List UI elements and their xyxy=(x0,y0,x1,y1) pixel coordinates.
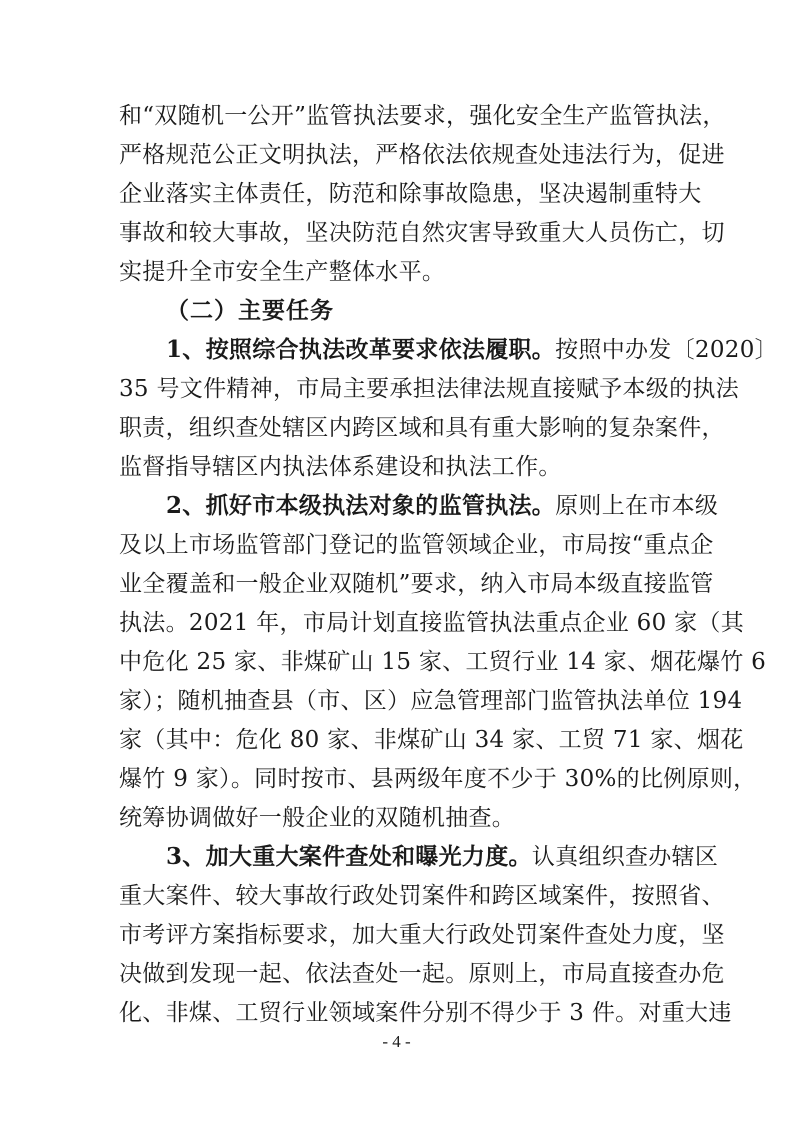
text-line: 严格规范公正文明执法，严格依法依规查处违法行为，促进 xyxy=(119,142,725,168)
text-line: 家（其中：危化 80 家、非煤矿山 34 家、工贸 71 家、烟花 xyxy=(119,727,744,753)
text-line: 市考评方案指标要求，加大重大行政处罚案件查处力度，坚 xyxy=(119,922,725,948)
text-line: 35 号文件精神，市局主要承担法律法规直接赋予本级的执法 xyxy=(119,376,739,402)
text-line: 实提升全市安全生产整体水平。 xyxy=(119,259,446,285)
text-line: 家）；随机抽查县（市、区）应急管理部门监管执法单位 194 xyxy=(119,688,743,714)
paragraph-2-lead: 2、抓好市本级执法对象的监管执法。 xyxy=(166,492,556,519)
paragraph-2-first-line xyxy=(166,489,726,523)
text-line: 决做到发现一起、依法查处一起。原则上，市局直接查办危 xyxy=(119,961,725,987)
page-number: - 4 - xyxy=(382,1032,411,1051)
text-line: 中危化 25 家、非煤矿山 15 家、工贸行业 14 家、烟花爆竹 6 xyxy=(119,649,767,675)
text-line: 化、非煤、工贸行业领域案件分别不得少于 3 件。对重大违 xyxy=(119,1000,732,1026)
text-line: 及以上市场监管部门登记的监管领域企业，市局按“重点企 xyxy=(119,532,714,558)
text-line: 执法。2021 年，市局计划直接监管执法重点企业 60 家（其 xyxy=(119,610,745,636)
text-line: 企业落实主体责任，防范和除事故隐患，坚决遏制重特大 xyxy=(119,181,702,207)
paragraph-2-tail: 原则上在市本级 xyxy=(555,493,719,519)
text-line: 监督指导辖区内执法体系建设和执法工作。 xyxy=(119,454,562,480)
paragraph-1-tail: 按照中办发〔2020〕 xyxy=(555,337,778,363)
paragraph-1-lead: 1、按照综合执法改革要求依法履职。 xyxy=(166,336,556,363)
text-line: 和“双随机一公开”监管执法要求，强化安全生产监管执法， xyxy=(119,103,726,129)
paragraph-3-first-line xyxy=(166,840,726,874)
text-line: 职责，组织查处辖区内跨区域和具有重大影响的复杂案件， xyxy=(119,415,725,441)
paragraph-3-lead: 3、加大重大案件查处和曝光力度。 xyxy=(166,843,532,870)
paragraph-1-first-line xyxy=(166,333,778,367)
paragraph-3-tail: 认真组织查办辖区 xyxy=(531,844,719,870)
text-line: 业全覆盖和一般企业双随机”要求，纳入市局本级直接监管 xyxy=(119,571,714,597)
section-heading: （二）主要任务 xyxy=(166,298,334,324)
text-line: 事故和较大事故，坚决防范自然灾害导致重大人员伤亡，切 xyxy=(119,220,725,246)
text-line: 爆竹 9 家）。同时按市、县两级年度不少于 30%的比例原则， xyxy=(119,766,757,792)
text-line: 统筹协调做好一般企业的双随机抽查。 xyxy=(119,805,516,831)
text-line: 重大案件、较大事故行政处罚案件和跨区域案件，按照省、 xyxy=(119,883,725,909)
